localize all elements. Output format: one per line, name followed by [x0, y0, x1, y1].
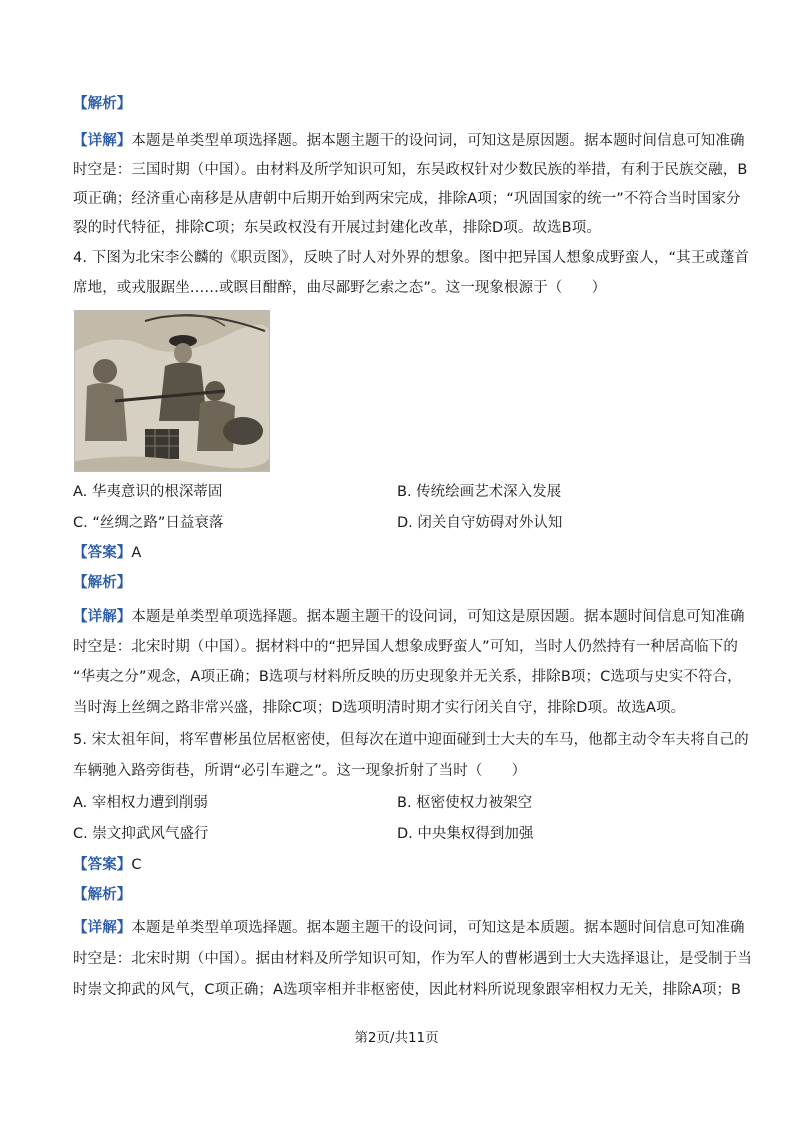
option-d: D. 中央集权得到加强: [397, 826, 534, 842]
analysis-tag: 【解析】: [73, 96, 132, 112]
painting-illustration: [75, 311, 269, 471]
analysis-line: 时空是：三国时期（中国）。由材料及所学知识可知，东吴政权针对少数民族的举措，有利于民族交融，B: [73, 162, 748, 178]
answer-value: C: [131, 857, 142, 873]
detail-tag: 【详解】: [73, 920, 132, 936]
question-4-stem: 4. 下图为北宋李公麟的《职贡图》，反映了时人对外界的想象。图中把异国人想象成野蛮人，“其王或蓬首: [73, 250, 750, 266]
analysis-heading: [73, 573, 723, 593]
analysis-line: 项正确；经济重心南移是从唐朝中后期开始到两宋完成，排除A项；“巩固国家的统一”不符合当时国家分: [73, 191, 741, 207]
question-4-stem: 席地，或戎服踞坐……或瞑目酣醉，曲尽鄙野乞索之态”。这一现象根源于（ ）: [73, 280, 607, 296]
analysis-line: [73, 918, 745, 938]
analysis-tag: 【解析】: [73, 887, 132, 903]
detail-tag: 【详解】: [73, 133, 132, 149]
answer-tag: 【答案】: [73, 545, 132, 561]
analysis-line: 时崇文抑武的风气，C项正确；A选项宰相并非枢密使，因此材料所说现象跟宰相权力无关，排除A项；B: [73, 982, 742, 998]
detail-tag: 【详解】: [73, 609, 132, 625]
analysis-text: 本题是单类型单项选择题。据本题主题干的设问词，可知这是原因题。据本题时间信息可知准确: [131, 609, 745, 625]
analysis-heading: [73, 94, 723, 114]
option-a: A. 华夷意识的根深蒂固: [73, 484, 223, 500]
analysis-line: 时空是：北宋时期（中国）。据材料中的“把异国人想象成野蛮人”可知，当时人仍然持有一种居高临下的: [73, 639, 738, 655]
question-5-stem: 车辆驰入路旁街巷，所谓“必引车避之”。这一现象折射了当时（ ）: [73, 763, 527, 779]
answer-line: [73, 855, 723, 875]
answer-value: A: [131, 545, 142, 561]
option-b: B. 传统绘画艺术深入发展: [397, 484, 562, 500]
analysis-line: [73, 607, 745, 627]
page-number-footer: 第2页/共11页: [354, 1030, 439, 1046]
analysis-line: 当时海上丝绸之路非常兴盛，排除C项；D选项明清时期才实行闭关自守，排除D项。故选A项。: [73, 700, 686, 716]
analysis-heading: [73, 885, 723, 905]
zhigongtu-painting-image: [74, 310, 270, 472]
option-b: B. 枢密使权力被架空: [397, 795, 533, 811]
answer-tag: 【答案】: [73, 857, 132, 873]
option-c: C. “丝绸之路”日益衰落: [73, 515, 224, 531]
question-5-stem: 5. 宋太祖年间，将军曹彬虽位居枢密使，但每次在道中迎面碰到士大夫的车马，他都主动令车夫将自己的: [73, 732, 749, 748]
analysis-line: “华夷之分”观念，A项正确；B选项与材料所反映的历史现象并无关系，排除B项；C选项与史实不符合，: [73, 669, 742, 685]
option-c: C. 崇文抑武风气盛行: [73, 826, 209, 842]
analysis-line: 裂的时代特征，排除C项；东吴政权没有开展过封建化改革，排除D项。故选B项。: [73, 220, 601, 236]
analysis-line: [73, 131, 745, 151]
option-a: A. 宰相权力遭到削弱: [73, 795, 208, 811]
answer-line: [73, 543, 723, 563]
analysis-text: 本题是单类型单项选择题。据本题主题干的设问词，可知这是本质题。据本题时间信息可知准确: [131, 920, 745, 936]
analysis-text: 本题是单类型单项选择题。据本题主题干的设问词，可知这是原因题。据本题时间信息可知准确: [131, 133, 745, 149]
analysis-line: 时空是：北宋时期（中国）。据由材料及所学知识可知，作为军人的曹彬遇到士大夫选择退让，是受制于当: [73, 951, 752, 967]
analysis-tag: 【解析】: [73, 575, 132, 591]
option-d: D. 闭关自守妨碍对外认知: [397, 515, 563, 531]
